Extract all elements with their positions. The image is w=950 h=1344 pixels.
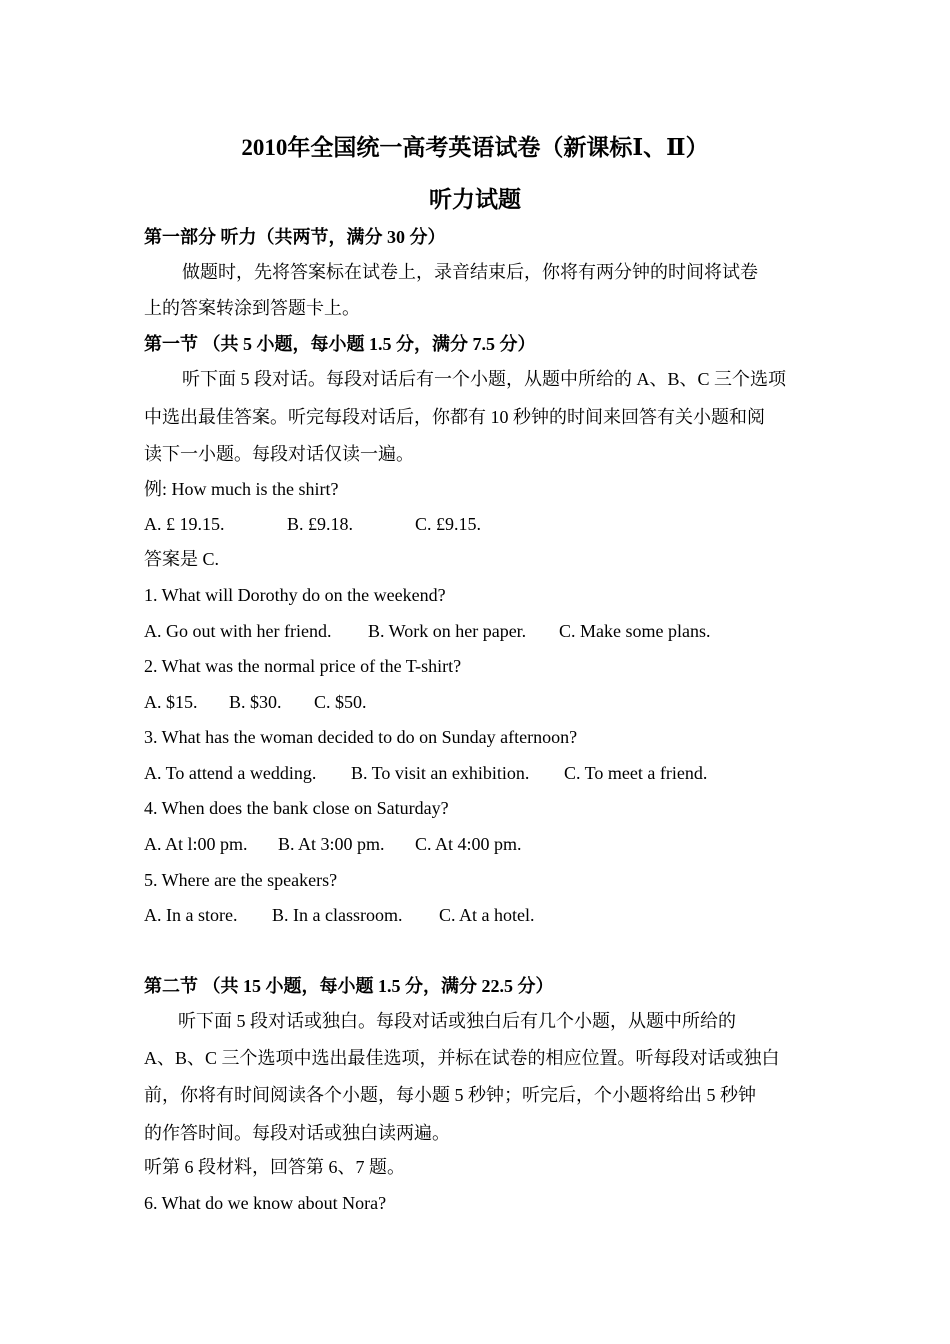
question-3-option-c: C. To meet a friend. — [564, 763, 708, 783]
question-3: 3. What has the woman decided to do on Sunday afternoon? — [144, 727, 578, 747]
part1-instruction-line-1: 做题时，先将答案标在试卷上，录音结束后，你将有两分钟的时间将试卷 — [182, 262, 758, 282]
section2-instruction-line-2: A、B、C 三个选项中选出最佳选项，并标在试卷的相应位置。听每段对话或独白 — [144, 1048, 780, 1068]
question-5-option-c: C. At a hotel. — [439, 905, 535, 925]
question-4-option-b: B. At 3:00 pm. — [278, 834, 385, 854]
part1-heading: 第一部分 听力（共两节，满分 30 分） — [144, 227, 446, 247]
example-question: 例: How much is the shirt? — [144, 479, 339, 499]
example-option-b: B. £9.18. — [287, 514, 354, 534]
question-2-option-a: A. $15. — [144, 692, 198, 712]
section1-instruction-line-2: 中选出最佳答案。听完每段对话后，你都有 10 秒钟的时间来回答有关小题和阅 — [144, 407, 765, 427]
question-4-option-a: A. At l:00 pm. — [144, 834, 248, 854]
example-answer: 答案是 C. — [144, 549, 220, 569]
section1-heading: 第一节 （共 5 小题，每小题 1.5 分，满分 7.5 分） — [144, 334, 536, 354]
section2-instruction-line-1: 听下面 5 段对话或独白。每段对话或独白后有几个小题，从题中所给的 — [178, 1011, 736, 1031]
question-1: 1. What will Dorothy do on the weekend? — [144, 585, 446, 605]
question-3-option-a: A. To attend a wedding. — [144, 763, 317, 783]
question-4-option-c: C. At 4:00 pm. — [415, 834, 522, 854]
question-6: 6. What do we know about Nora? — [144, 1193, 387, 1213]
question-1-option-c: C. Make some plans. — [559, 621, 711, 641]
section1-instruction-line-3: 读下一小题。每段对话仅读一遍。 — [144, 444, 414, 464]
section2-heading: 第二节 （共 15 小题，每小题 1.5 分，满分 22.5 分） — [144, 976, 554, 996]
page-subtitle: 听力试题 — [429, 187, 521, 212]
example-option-c: C. £9.15. — [415, 514, 482, 534]
question-2-option-b: B. $30. — [229, 692, 282, 712]
section2-instruction-line-4: 的作答时间。每段对话或独白读两遍。 — [144, 1123, 450, 1143]
material-6-note: 听第 6 段材料，回答第 6、7 题。 — [144, 1157, 405, 1177]
section1-instruction-line-1: 听下面 5 段对话。每段对话后有一个小题，从题中所给的 A、B、C 三个选项 — [182, 369, 787, 389]
question-2: 2. What was the normal price of the T-shirt? — [144, 656, 462, 676]
question-2-option-c: C. $50. — [314, 692, 367, 712]
question-1-option-b: B. Work on her paper. — [368, 621, 527, 641]
example-option-a: A. £ 19.15. — [144, 514, 225, 534]
question-5-option-a: A. In a store. — [144, 905, 238, 925]
question-5-option-b: B. In a classroom. — [272, 905, 403, 925]
question-1-option-a: A. Go out with her friend. — [144, 621, 332, 641]
question-4: 4. When does the bank close on Saturday? — [144, 798, 449, 818]
question-3-option-b: B. To visit an exhibition. — [351, 763, 530, 783]
section2-instruction-line-3: 前，你将有时间阅读各个小题，每小题 5 秒钟；听完后，个小题将给出 5 秒钟 — [144, 1085, 756, 1105]
page-title: 2010年全国统一高考英语试卷（新课标Ⅰ、Ⅱ） — [241, 135, 709, 160]
part1-instruction-line-2: 上的答案转涂到答题卡上。 — [144, 298, 360, 318]
question-5: 5. Where are the speakers? — [144, 870, 338, 890]
